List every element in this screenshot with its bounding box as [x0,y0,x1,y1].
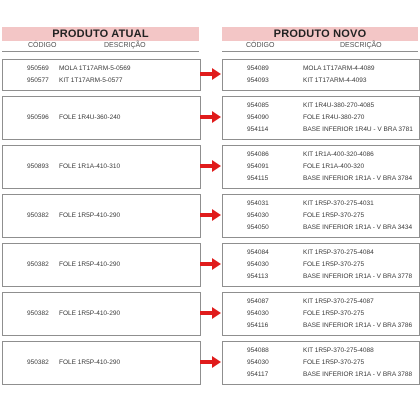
new-subheader [222,41,418,51]
product-description: MOLA 1T17ARM-4-4089 [303,65,375,72]
product-code: 954030 [247,212,269,219]
product-description: FOLE 1R4U-380-270 [303,114,365,121]
product-code: 954115 [247,175,269,182]
product-description: FOLE 1R5P-410-290 [59,359,121,366]
product-description: BASE INFERIOR 1R1A - V BRA 3778 [303,273,413,280]
product-code: 954050 [247,224,269,231]
current-code-col-label: CÓDIGO [28,42,57,49]
new-desc-col-label: DESCRIÇÃO [340,42,382,49]
product-description: BASE INFERIOR 1R4U - V BRA 3781 [303,126,413,133]
product-description: BASE INFERIOR 1R1A - V BRA 3434 [303,224,413,231]
product-code: 954113 [247,273,269,280]
replacement-arrow-icon [200,355,222,369]
product-description: FOLE 1R4U-360-240 [59,114,121,121]
current-product-group [2,59,201,91]
product-code: 954088 [247,347,269,354]
current-product-group [2,341,201,385]
product-code: 950569 [27,65,49,72]
product-code: 950577 [27,77,49,84]
product-code: 950893 [27,163,49,170]
product-description: FOLE 1R1A-400-320 [303,163,365,170]
replacement-arrow-icon [200,159,222,173]
replacement-arrow-icon [200,306,222,320]
product-description: BASE INFERIOR 1R1A - V BRA 3784 [303,175,413,182]
product-code: 954090 [247,114,269,121]
product-description: KIT 1R5P-370-275-4084 [303,249,374,256]
product-description: BASE INFERIOR 1R1A - V BRA 3786 [303,322,413,329]
current-header-divider [2,51,199,52]
product-description: FOLE 1R5P-410-290 [59,212,121,219]
current-product-header: PRODUTO ATUAL [2,27,199,41]
product-code: 954030 [247,359,269,366]
product-code: 954087 [247,298,269,305]
product-description: KIT 1R4U-380-270-4085 [303,102,375,109]
product-description: FOLE 1R5P-410-290 [59,310,121,317]
current-product-group [2,96,201,140]
product-code: 954086 [247,151,269,158]
product-code: 954089 [247,65,269,72]
product-code: 950382 [27,212,49,219]
new-product-group [222,194,420,238]
new-product-group [222,341,420,385]
new-product-group [222,59,420,91]
replacement-arrow-icon [200,208,222,222]
product-code: 954116 [247,322,269,329]
current-product-group [2,145,201,189]
product-code: 950382 [27,310,49,317]
product-code: 954031 [247,200,269,207]
replacement-arrow-icon [200,110,222,124]
product-code: 954030 [247,261,269,268]
new-code-col-label: CÓDIGO [246,42,275,49]
product-code: 950382 [27,359,49,366]
product-description: KIT 1T17ARM-5-0577 [59,77,123,84]
new-product-header: PRODUTO NOVO [222,27,418,41]
product-description: FOLE 1R5P-410-290 [59,261,121,268]
replacement-arrow-icon [200,257,222,271]
product-description: FOLE 1R5P-370-275 [303,359,365,366]
product-description: KIT 1R5P-370-275-4088 [303,347,374,354]
new-product-group [222,96,420,140]
product-code: 954091 [247,163,269,170]
product-description: FOLE 1R5P-370-275 [303,310,365,317]
new-product-group [222,145,420,189]
current-product-group [2,243,201,287]
product-code: 954084 [247,249,269,256]
product-code: 954093 [247,77,269,84]
current-product-group [2,194,201,238]
new-header-divider [222,51,418,52]
product-description: KIT 1T17ARM-4-4093 [303,77,367,84]
current-subheader [2,41,199,51]
product-description: FOLE 1R5P-370-275 [303,261,365,268]
product-description: KIT 1R1A-400-320-4086 [303,151,374,158]
product-code: 954114 [247,126,269,133]
product-description: BASE INFERIOR 1R1A - V BRA 3788 [303,371,413,378]
product-code: 950382 [27,261,49,268]
product-description: FOLE 1R5P-370-275 [303,212,365,219]
new-product-group [222,243,420,287]
product-description: KIT 1R5P-370-275-4031 [303,200,374,207]
replacement-arrow-icon [200,67,222,81]
product-description: KIT 1R5P-370-275-4087 [303,298,374,305]
product-code: 954117 [247,371,269,378]
new-product-group [222,292,420,336]
product-code: 954085 [247,102,269,109]
product-code: 954030 [247,310,269,317]
product-description: MOLA 1T17ARM-5-0569 [59,65,131,72]
product-code: 950596 [27,114,49,121]
current-product-group [2,292,201,336]
product-description: FOLE 1R1A-410-310 [59,163,121,170]
current-desc-col-label: DESCRIÇÃO [104,42,146,49]
